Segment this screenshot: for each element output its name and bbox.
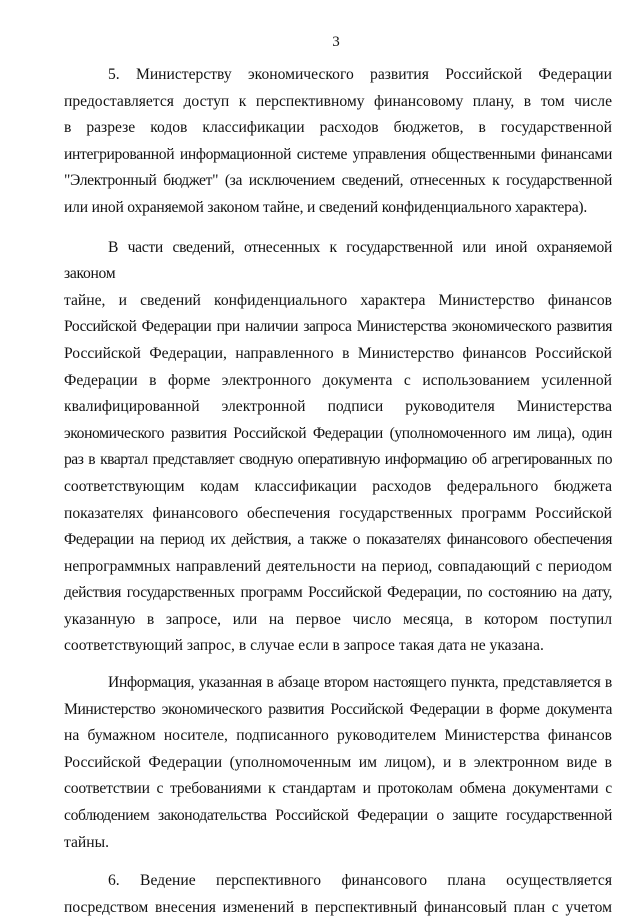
paragraph-line: тайне, и сведений конфиденциального характера Министерство финансов [64,291,612,309]
paragraph-line: Российской Федерации, направленного в Министерство финансов Российской [64,344,612,362]
paragraph-line: интегрированной информационной системе управления общественными финансами [64,145,612,163]
paragraph-line: предоставляется доступ к перспективному финансовому плану, в том числе [64,92,612,110]
page-number: 3 [332,34,340,50]
paragraph-line: в разрезе кодов классификации расходов бюджетов, в государственной [64,119,612,137]
paragraph-line: соответствующим кодам классификации расходов федерального бюджета [64,477,612,495]
paragraph-line: Федерации на период их действия, а также о показателях финансового обеспечения [64,531,612,549]
paragraph-line: посредством внесения изменений в перспективный финансовый план с учетом [64,898,612,916]
paragraph-line: 6. Ведение перспективного финансового плана осуществляется [108,872,612,890]
paragraph-line: экономического развития Российской Федерации (уполномоченного им лица), один [64,424,612,442]
paragraph-line: действия государственных программ Российской Федерации, по состоянию на дату, [64,584,612,602]
paragraph-line: В части сведений, отнесенных к государственной или иной охраняемой законом [64,238,612,283]
paragraph-line: раз в квартал представляет сводную оперативную информацию об агрегированных по [64,451,612,469]
paragraph-line: соответствующий запрос, в случае если в запросе такая дата не указана. [64,637,544,655]
paragraph-line: соответствии с требованиями к стандартам и протоколам обмена документами с [64,780,612,798]
paragraph-line: Министерство экономического развития Российской Федерации в форме документа [64,700,612,718]
paragraph-line: Российской Федерации при наличии запроса Министерства экономического развития [64,318,612,336]
paragraph-line: Федерации в форме электронного документа с использованием усиленной [64,371,612,389]
paragraph-line: или иной охраняемой законом тайне, и сведений конфиденциального характера). [64,198,588,216]
paragraph-line: квалифицированной электронной подписи руководителя Министерства [64,398,612,416]
paragraph-line: "Электронный бюджет" (за исключением сведений, отнесенных к государственной [64,172,612,190]
paragraph-line: соблюдением законодательства Российской Федерации о защите государственной [64,807,612,825]
paragraph-line: указанную в запросе, или на первое число месяца, в котором поступил [64,610,612,628]
paragraph-line: на бумажном носителе, подписанного руководителем Министерства финансов [64,727,612,745]
paragraph-line: 5. Министерству экономического развития Российской Федерации [108,66,612,83]
paragraph-line: Информация, указанная в абзаце втором настоящего пункта, представляется в [108,674,612,692]
paragraph-line: тайны. [64,833,109,851]
paragraph-line: показателях финансового обеспечения государственных программ Российской [64,504,612,522]
paragraph-line: Российской Федерации (уполномоченным им лицом), и в электронном виде в [64,753,612,771]
document-body [64,62,612,921]
paragraph-line: непрограммных направлений деятельности на период, совпадающий с периодом [64,557,612,575]
